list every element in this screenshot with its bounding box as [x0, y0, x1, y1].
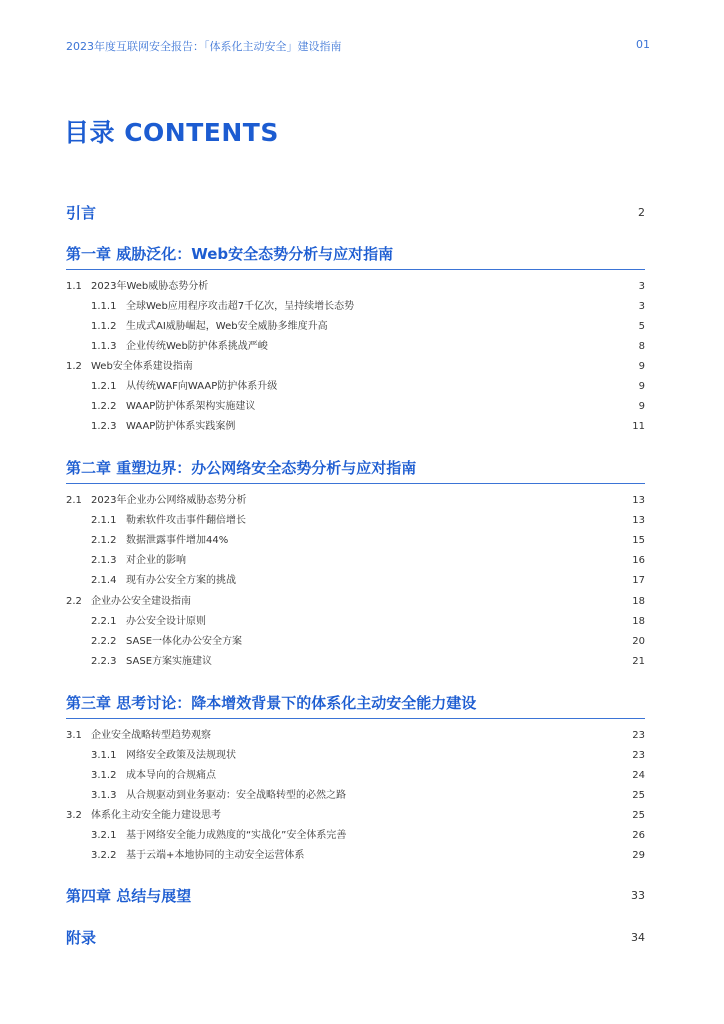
running-header [66, 38, 650, 54]
toc-subsection[interactable] [66, 552, 645, 570]
subsection-number: 3.1.2 [91, 770, 117, 781]
section-page: 25 [632, 810, 645, 821]
subsection-label: 数据泄露事件增加44% [126, 535, 229, 546]
toc-subsection[interactable] [66, 633, 645, 651]
toc-chapter-2[interactable] [66, 457, 645, 479]
subsection-label: 对企业的影响 [126, 555, 186, 566]
toc-subsection[interactable] [66, 767, 645, 785]
page-number: 01 [636, 38, 650, 51]
toc-intro[interactable] [66, 202, 645, 224]
toc-chapter-4[interactable] [66, 885, 645, 907]
toc-section[interactable] [66, 358, 645, 376]
subsection-number: 3.1.3 [91, 790, 117, 801]
subsection-page: 18 [632, 616, 645, 627]
subsection-label: WAAP防护体系实践案例 [126, 421, 236, 432]
toc-subsection[interactable] [66, 378, 645, 396]
subsection-page: 5 [638, 321, 645, 332]
toc-chapter-1[interactable] [66, 243, 645, 265]
chapter-1-divider [66, 269, 645, 270]
section-label: 企业办公安全建设指南 [91, 596, 191, 607]
subsection-page: 9 [638, 381, 645, 392]
subsection-page: 3 [638, 301, 645, 312]
subsection-page: 16 [632, 555, 645, 566]
subsection-label: WAAP防护体系架构实施建议 [126, 401, 256, 412]
toc-subsection[interactable] [66, 847, 645, 865]
section-label: 企业安全战略转型趋势观察 [91, 730, 211, 741]
subsection-page: 13 [632, 515, 645, 526]
appendix-label: 附录 [66, 929, 97, 947]
toc-subsection[interactable] [66, 398, 645, 416]
section-page: 18 [632, 596, 645, 607]
subsection-label: 全球Web应用程序攻击超7千亿次，呈持续增长态势 [126, 301, 355, 312]
subsection-label: SASE一体化办公安全方案 [126, 636, 243, 647]
section-number: 1.2 [66, 361, 82, 372]
subsection-number: 1.1.1 [91, 301, 117, 312]
chapter-2-label: 第二章 重塑边界：办公网络安全态势分析与应对指南 [66, 459, 417, 477]
chapter-4-page: 33 [631, 889, 645, 902]
subsection-label: 生成式AI威胁崛起，Web安全威胁多维度升高 [126, 321, 328, 332]
toc-subsection[interactable] [66, 572, 645, 590]
subsection-label: 基于网络安全能力成熟度的“实战化”安全体系完善 [126, 830, 347, 841]
section-number: 3.2 [66, 810, 82, 821]
subsection-number: 2.1.2 [91, 535, 117, 546]
section-page: 23 [632, 730, 645, 741]
subsection-number: 3.1.1 [91, 750, 117, 761]
subsection-number: 2.1.4 [91, 575, 117, 586]
section-page: 9 [638, 361, 645, 372]
toc-section[interactable] [66, 807, 645, 825]
subsection-page: 23 [632, 750, 645, 761]
section-label: 2023年企业办公网络威胁态势分析 [91, 495, 247, 506]
report-title: 2023年度互联网安全报告：「体系化主动安全」建设指南 [66, 40, 342, 53]
subsection-page: 21 [632, 656, 645, 667]
chapter-4-label: 第四章 总结与展望 [66, 887, 192, 905]
chapter-3-label: 第三章 思考讨论：降本增效背景下的体系化主动安全能力建设 [66, 694, 477, 712]
toc-chapter-3[interactable] [66, 692, 645, 714]
chapter-1-label: 第一章 威胁泛化：Web安全态势分析与应对指南 [66, 245, 394, 263]
toc-section[interactable] [66, 492, 645, 510]
page-title: 目录 CONTENTS [64, 118, 279, 147]
toc-subsection[interactable] [66, 512, 645, 530]
subsection-label: 从合规驱动到业务驱动：安全战略转型的必然之路 [126, 790, 346, 801]
chapter-3-divider [66, 718, 645, 719]
section-number: 2.2 [66, 596, 82, 607]
toc-subsection[interactable] [66, 338, 645, 356]
subsection-page: 25 [632, 790, 645, 801]
section-number: 1.1 [66, 281, 82, 292]
subsection-page: 29 [632, 850, 645, 861]
section-page: 3 [638, 281, 645, 292]
section-label: 体系化主动安全能力建设思考 [91, 810, 221, 821]
section-label: 2023年Web威胁态势分析 [91, 281, 209, 292]
chapter-2-divider [66, 483, 645, 484]
subsection-label: 勒索软件攻击事件翻倍增长 [126, 515, 246, 526]
toc-subsection[interactable] [66, 532, 645, 550]
toc-subsection[interactable] [66, 827, 645, 845]
subsection-number: 2.1.3 [91, 555, 117, 566]
subsection-label: 网络安全政策及法规现状 [126, 750, 236, 761]
subsection-label: SASE方案实施建议 [126, 656, 213, 667]
subsection-page: 8 [638, 341, 645, 352]
subsection-number: 3.2.1 [91, 830, 117, 841]
appendix-page: 34 [631, 931, 645, 944]
toc-subsection[interactable] [66, 787, 645, 805]
subsection-label: 从传统WAF向WAAP防护体系升级 [126, 381, 278, 392]
subsection-number: 2.2.1 [91, 616, 117, 627]
subsection-page: 17 [632, 575, 645, 586]
subsection-label: 现有办公安全方案的挑战 [126, 575, 236, 586]
section-page: 13 [632, 495, 645, 506]
toc-section[interactable] [66, 278, 645, 296]
subsection-label: 成本导向的合规痛点 [126, 770, 216, 781]
toc-section[interactable] [66, 593, 645, 611]
subsection-page: 20 [632, 636, 645, 647]
toc-subsection[interactable] [66, 298, 645, 316]
subsection-page: 26 [632, 830, 645, 841]
subsection-number: 1.2.3 [91, 421, 117, 432]
section-label: Web安全体系建设指南 [91, 361, 193, 372]
subsection-number: 1.2.1 [91, 381, 117, 392]
section-number: 3.1 [66, 730, 82, 741]
toc-subsection[interactable] [66, 613, 645, 631]
toc-subsection[interactable] [66, 653, 645, 671]
subsection-label: 基于云端+本地协同的主动安全运营体系 [126, 850, 305, 861]
toc-subsection[interactable] [66, 418, 645, 436]
subsection-page: 11 [632, 421, 645, 432]
toc-subsection[interactable] [66, 318, 645, 336]
subsection-page: 9 [638, 401, 645, 412]
subsection-label: 企业传统Web防护体系挑战严峻 [126, 341, 268, 352]
subsection-number: 2.1.1 [91, 515, 117, 526]
subsection-page: 15 [632, 535, 645, 546]
subsection-number: 2.2.3 [91, 656, 117, 667]
subsection-number: 2.2.2 [91, 636, 117, 647]
subsection-number: 1.1.3 [91, 341, 117, 352]
subsection-number: 1.2.2 [91, 401, 117, 412]
toc-intro-page: 2 [638, 206, 645, 219]
toc-section[interactable] [66, 727, 645, 745]
toc-intro-label: 引言 [66, 204, 97, 222]
subsection-label: 办公安全设计原则 [126, 616, 206, 627]
toc-appendix[interactable] [66, 927, 645, 949]
section-number: 2.1 [66, 495, 82, 506]
subsection-number: 1.1.2 [91, 321, 117, 332]
toc-subsection[interactable] [66, 747, 645, 765]
subsection-number: 3.2.2 [91, 850, 117, 861]
subsection-page: 24 [632, 770, 645, 781]
